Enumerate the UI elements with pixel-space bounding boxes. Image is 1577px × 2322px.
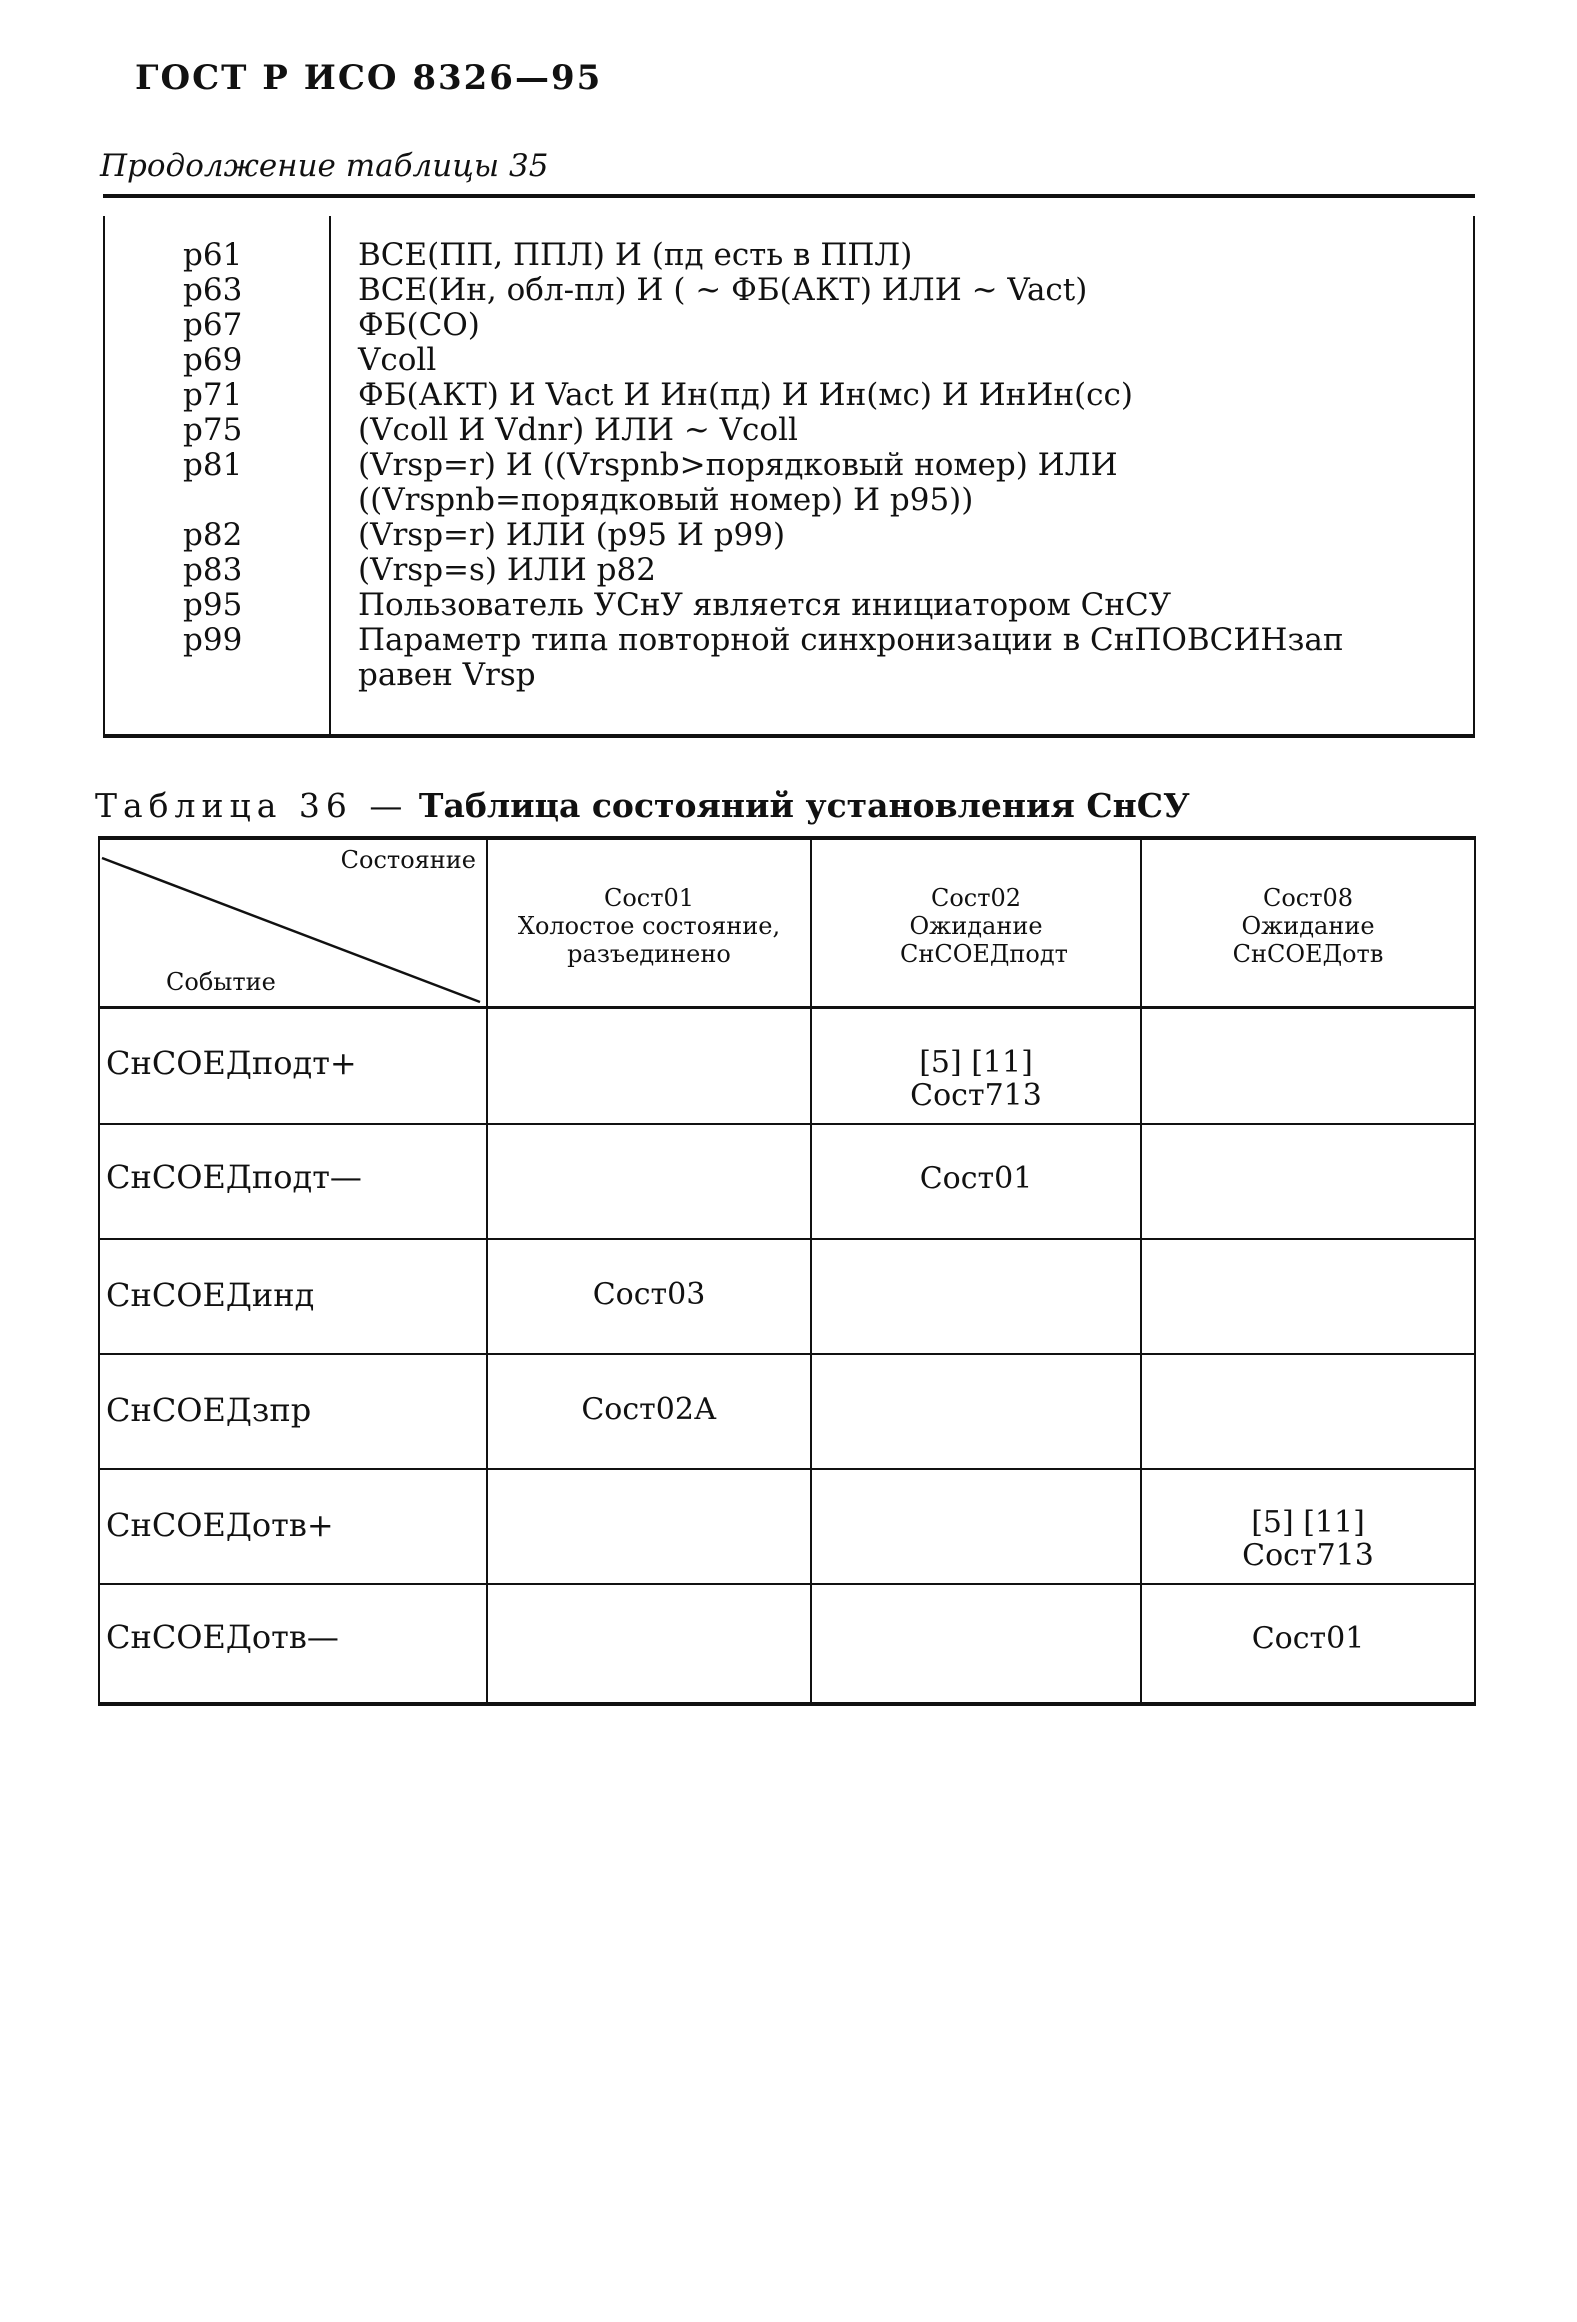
condition-text: равен Vrsp [358,657,536,693]
document-header: ГОСТ Р ИСО 8326—95 [135,58,603,98]
table-caption: Таблица состояний установления СнСУ [418,786,1190,825]
table-bottom-rule [98,1702,1476,1706]
event-label: СнСОЕДинд [106,1276,315,1314]
table-right-border [1473,216,1475,736]
condition-code: p75 [183,412,243,448]
state-name: Холостое состояние, разъединено [517,912,781,968]
condition-code: p63 [183,272,243,308]
continuation-caption: Продолжение таблицы 35 [100,148,549,184]
condition-code: p71 [183,377,243,413]
table-bottom-rule [103,734,1475,738]
row-rule [98,1468,1476,1470]
transition-cell: Сост01 [919,1161,1033,1196]
state-code: Сост02 [930,884,1022,912]
state-code: Сост08 [1262,884,1354,912]
condition-text: Параметр типа повторной синхронизации в СнПОВСИНзап [358,622,1344,658]
condition-code: p82 [183,517,243,553]
condition-text: (Vrsp=r) ИЛИ (p95 И p99) [358,517,786,553]
state-header [488,884,810,968]
transition-cell: Сост03 [592,1277,706,1312]
event-label: СнСОЕДподт— [106,1158,362,1196]
transition-cell: Сост01 [1251,1621,1365,1656]
row-rule [98,1583,1476,1585]
transition-cell: [5] [11] Сост713 [1242,1505,1374,1573]
corner-event-label: Событие [166,968,276,996]
table-35-continuation [103,194,1475,740]
condition-code: p69 [183,342,243,378]
state-header [1142,884,1474,968]
table-right-border [1474,836,1476,1706]
state-code: Сост01 [603,884,695,912]
condition-code: p83 [183,552,243,588]
column-divider [329,216,331,736]
condition-code-column [183,238,323,693]
header-rule [98,1006,1476,1009]
condition-text: Vcoll [358,342,437,378]
table-36 [98,836,1476,1706]
table-left-border [103,216,105,736]
row-rule [98,1353,1476,1355]
condition-code: p67 [183,307,243,343]
state-name: Ожидание СнСОЕДотв [1232,912,1384,968]
state-header [812,884,1140,968]
condition-text: (Vcoll И Vdnr) ИЛИ ~ Vcoll [358,412,798,448]
condition-text: Пользователь УСнУ является инициатором СнСУ [358,587,1172,623]
condition-text: (Vrsp=r) И ((Vrspnb>порядковый номер) ИЛИ [358,447,1118,483]
transition-cell: Сост02А [581,1392,717,1427]
condition-code [183,483,323,518]
row-rule [98,1123,1476,1125]
condition-text: ВСЕ(ПП, ППЛ) И (пд есть в ППЛ) [358,237,913,273]
condition-code: p99 [183,622,243,658]
event-label: СнСОЕДзпр [106,1391,312,1429]
condition-text: ФБ(АКТ) И Vact И Ин(пд) И Ин(мс) И ИнИн(сс) [358,377,1133,413]
condition-text: ФБ(СО) [358,307,480,343]
event-label: СнСОЕДотв— [106,1618,339,1656]
condition-text: ВСЕ(Ин, обл-пл) И ( ~ ФБ(АКТ) ИЛИ ~ Vact) [358,272,1088,308]
event-label: СнСОЕДотв+ [106,1506,334,1544]
condition-code: p95 [183,587,243,623]
table-top-rule [103,194,1475,198]
event-label: СнСОЕДподт+ [106,1044,357,1082]
condition-text: (Vrsp=s) ИЛИ p82 [358,552,656,588]
corner-state-label: Состояние [340,846,476,874]
condition-code: p61 [183,237,243,273]
row-rule [98,1238,1476,1240]
condition-text-column [358,238,1473,693]
transition-cell: [5] [11] Сост713 [910,1045,1042,1113]
table-number: Таблица 36 — [95,786,409,825]
state-name: Ожидание СнСОЕДподт [900,912,1068,968]
table-36-title [95,786,1190,825]
condition-code [183,658,323,693]
condition-text: ((Vrspnb=порядковый номер) И p95)) [358,482,974,518]
condition-code: p81 [183,447,243,483]
